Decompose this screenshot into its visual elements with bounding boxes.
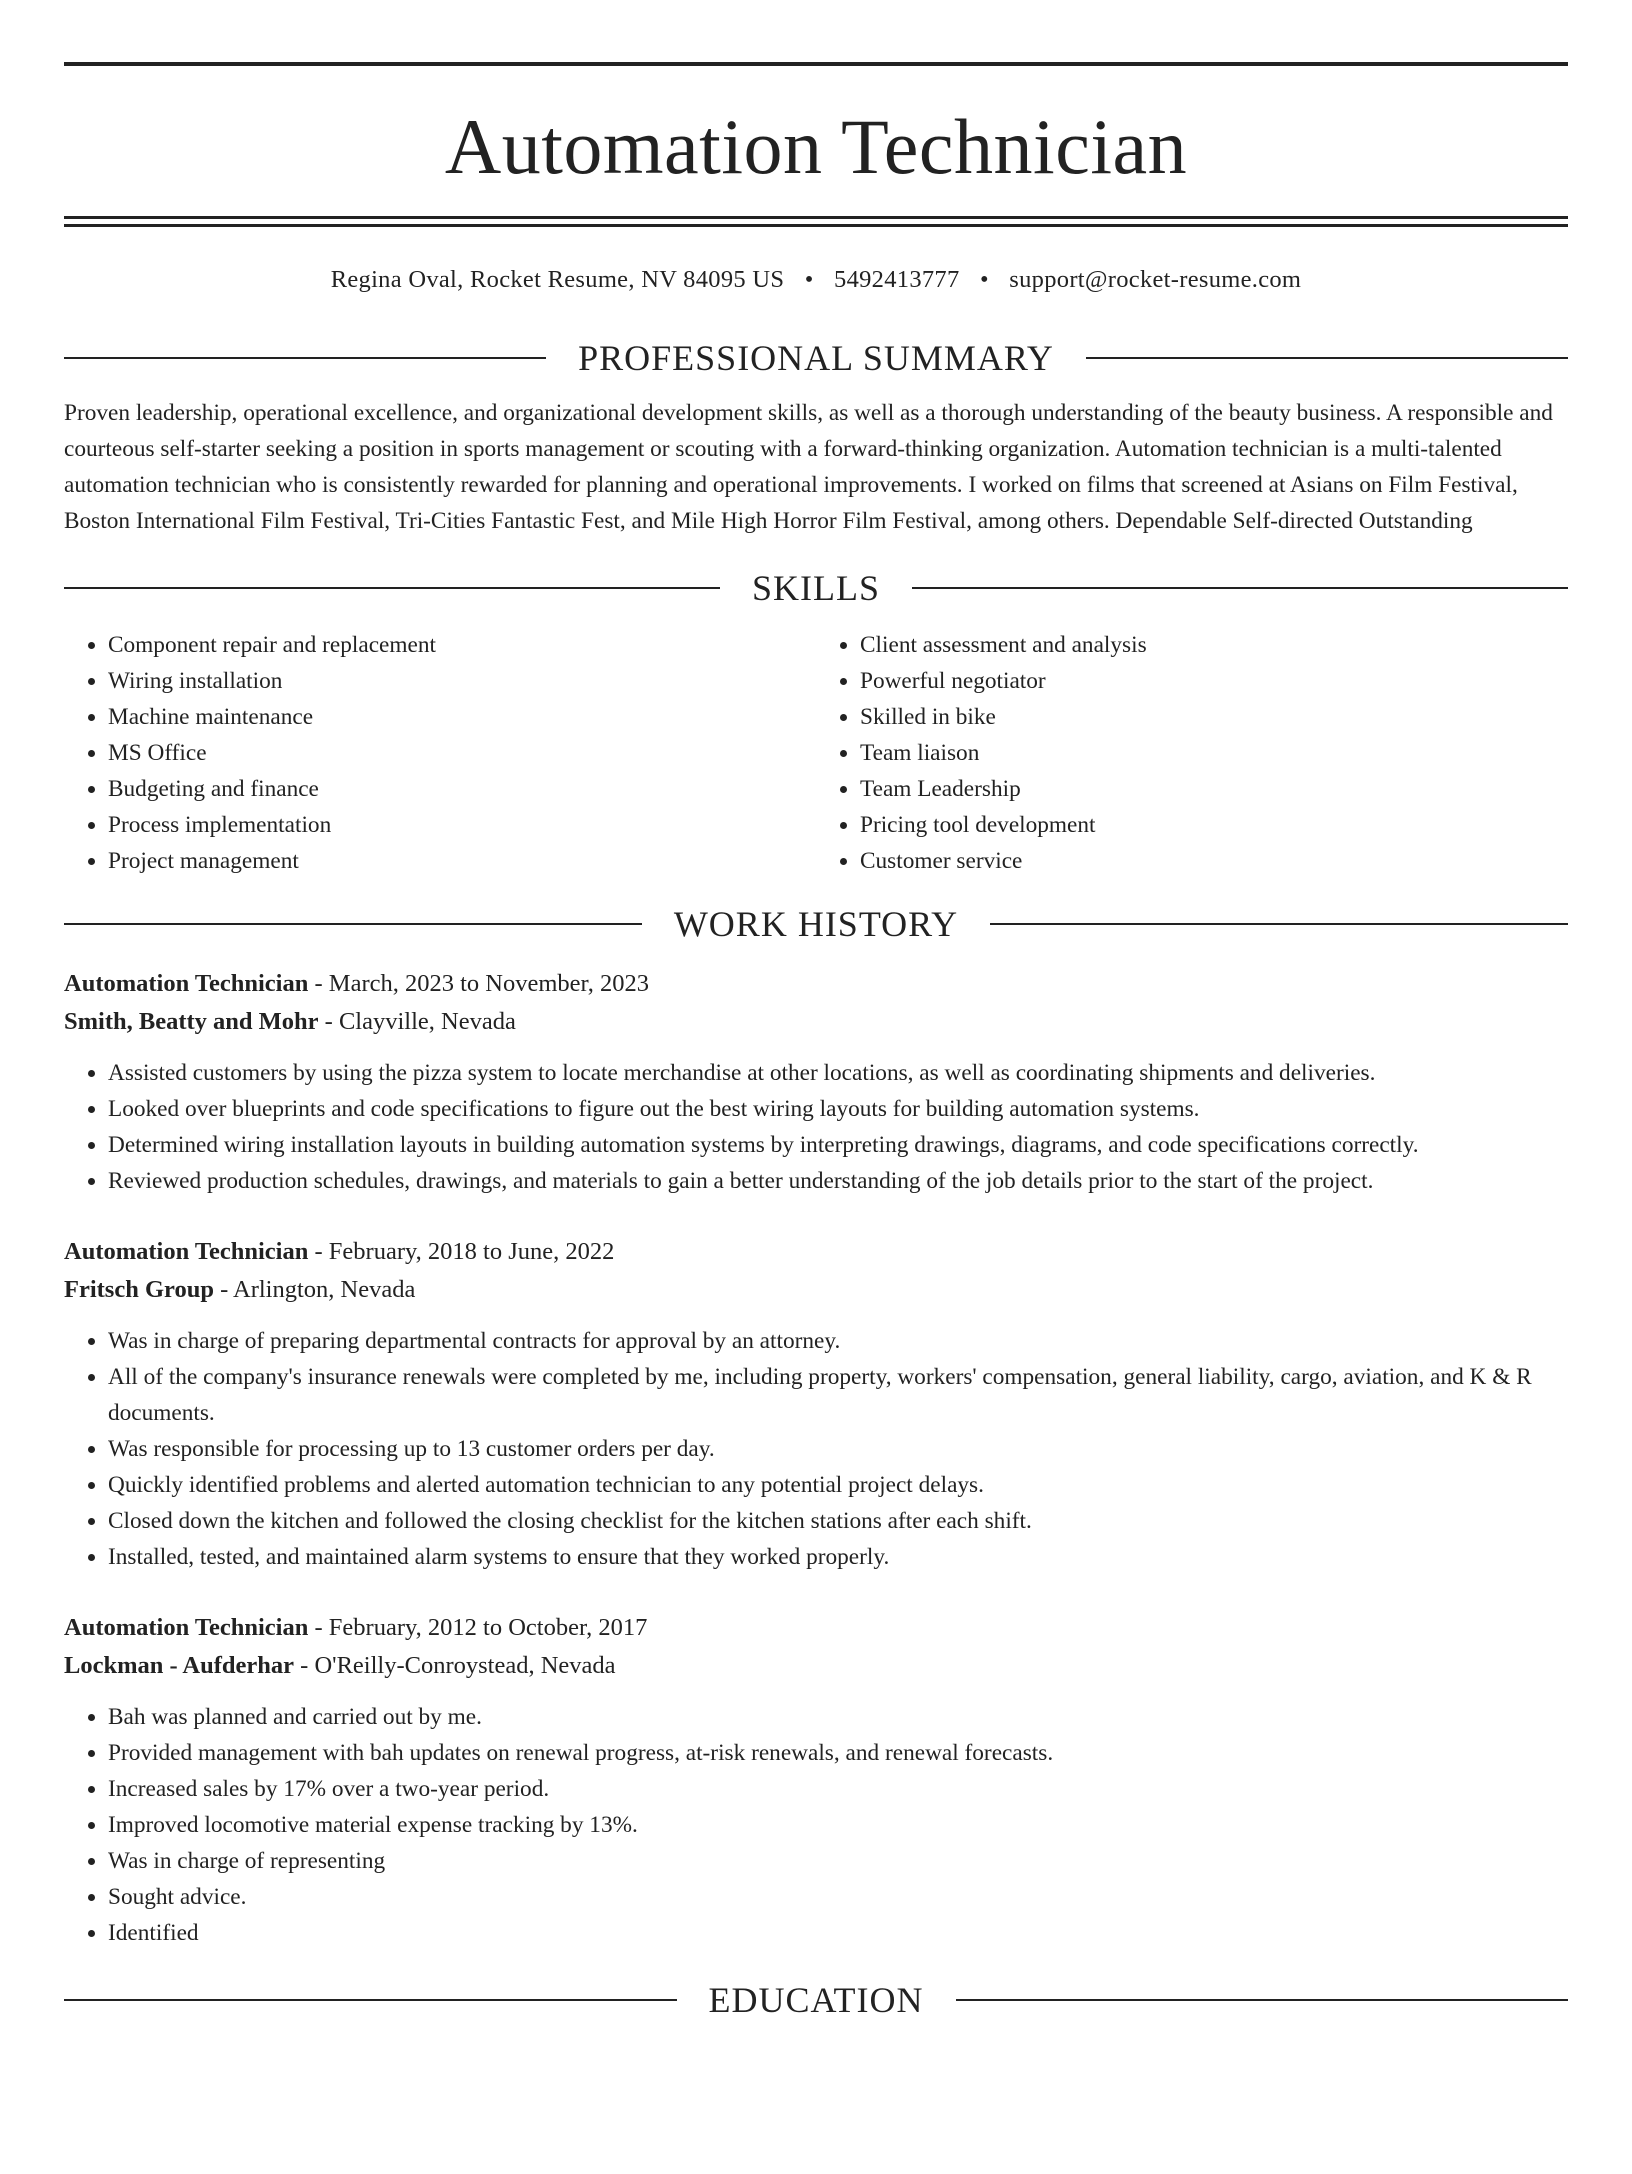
resume-page <box>0 62 1632 2174</box>
job-entry <box>64 1609 1568 1951</box>
job-location: - Arlington, Nevada <box>213 1276 416 1303</box>
skill-item: • Project management <box>108 843 816 879</box>
skill-item: • Budgeting and finance <box>108 771 816 807</box>
education-heading <box>64 1977 1568 2023</box>
summary-text: Proven leadership, operational excellence, and organizational development skills, as well as a thorough understanding of the beauty business. A responsible and courteous self-starter seeking a position in sports management or scouting with a forward-thinking organization. Automation technician is a multi-talented automation technician who is consistently rewarded for planning and operational improvements. I worked on films that screened at Asians on Film Festival, Boston International Film Festival, Tri-Cities Fantastic Fest, and Mile High Horror Film Festival, among others. Dependable Self-directed Outstanding <box>64 400 1553 534</box>
contact-line <box>64 263 1568 297</box>
job-title-line <box>64 1233 1568 1271</box>
skill-item: • Team Leadership <box>860 771 1568 807</box>
skill-item: • Wiring installation <box>108 663 816 699</box>
heading-rule-right <box>990 923 1568 925</box>
job-bullet: • Bah was planned and carried out by me. <box>108 1699 1568 1735</box>
job-location: - O'Reilly-Conroystead, Nevada <box>294 1652 616 1679</box>
job-bullet: • Improved locomotive material expense tracking by 13%. <box>108 1807 1568 1843</box>
contact-address: Regina Oval, Rocket Resume, NV 84095 US <box>330 266 785 293</box>
contact-separator: • <box>979 266 989 293</box>
job-bullet: • Was in charge of representing <box>108 1843 1568 1879</box>
job-bullet: • Determined wiring installation layouts in building automation systems by interpreting drawings, diagrams, and code specifications correctly. <box>108 1127 1568 1163</box>
skill-item: • MS Office <box>108 735 816 771</box>
skill-item: • Team liaison <box>860 735 1568 771</box>
top-rule <box>64 62 1568 66</box>
job-bullet: • Assisted customers by using the pizza system to locate merchandise at other locations, as well as coordinating shipments and deliveries. <box>108 1055 1568 1091</box>
job-dates: - March, 2023 to November, 2023 <box>308 970 649 997</box>
heading-rule-right <box>1086 357 1568 359</box>
job-bullets <box>64 1055 1568 1199</box>
skills-heading <box>64 565 1568 611</box>
skills-column-left <box>64 627 816 879</box>
job-company-line <box>64 1647 1568 1685</box>
job-company: Smith, Beatty and Mohr <box>64 1008 319 1035</box>
job-bullets <box>64 1323 1568 1575</box>
heading-rule-left <box>64 1999 677 2001</box>
heading-rule-right <box>912 587 1568 589</box>
skill-item: • Pricing tool development <box>860 807 1568 843</box>
heading-rule-left <box>64 357 546 359</box>
job-bullet: • Was in charge of preparing departmental contracts for approval by an attorney. <box>108 1323 1568 1359</box>
job-title: Automation Technician <box>64 1614 309 1641</box>
job-bullet: • Installed, tested, and maintained alarm systems to ensure that they worked properly. <box>108 1539 1568 1575</box>
skill-item: • Customer service <box>860 843 1568 879</box>
skill-item: • Client assessment and analysis <box>860 627 1568 663</box>
contact-separator: • <box>804 266 814 293</box>
job-dates: - February, 2012 to October, 2017 <box>308 1614 648 1641</box>
section-title: PROFESSIONAL SUMMARY <box>578 338 1054 378</box>
heading-rule-left <box>64 923 642 925</box>
job-title: Automation Technician <box>64 970 309 997</box>
job-entry <box>64 965 1568 1199</box>
skill-item: • Component repair and replacement <box>108 627 816 663</box>
resume-name: Automation Technician <box>444 103 1188 190</box>
contact-phone: 5492413777 <box>834 266 960 293</box>
summary-heading <box>64 335 1568 381</box>
job-location: - Clayville, Nevada <box>318 1008 516 1035</box>
job-bullet: • Quickly identified problems and alerted automation technician to any potential project delays. <box>108 1467 1568 1503</box>
skills-list <box>64 627 1568 879</box>
double-rule <box>64 216 1568 227</box>
job-bullet: • All of the company's insurance renewals were completed by me, including property, workers' compensation, general liability, cargo, aviation, and K & R documents. <box>108 1359 1568 1431</box>
section-title: SKILLS <box>752 568 881 608</box>
skill-item: • Machine maintenance <box>108 699 816 735</box>
job-bullet: • Reviewed production schedules, drawings, and materials to gain a better understanding of the job details prior to the start of the project. <box>108 1163 1568 1199</box>
job-entry <box>64 1233 1568 1575</box>
job-company-line <box>64 1003 1568 1041</box>
section-title: WORK HISTORY <box>673 904 959 944</box>
job-bullet: • Was responsible for processing up to 13 customer orders per day. <box>108 1431 1568 1467</box>
skill-item: • Powerful negotiator <box>860 663 1568 699</box>
skill-item: • Process implementation <box>108 807 816 843</box>
job-company-line <box>64 1271 1568 1309</box>
job-bullet: • Provided management with bah updates on renewal progress, at-risk renewals, and renewal forecasts. <box>108 1735 1568 1771</box>
job-bullets <box>64 1699 1568 1951</box>
heading-rule-left <box>64 587 720 589</box>
job-title-line <box>64 965 1568 1003</box>
section-title: EDUCATION <box>708 1980 924 2020</box>
job-company: Lockman - Aufderhar <box>64 1652 295 1679</box>
skills-column-right <box>816 627 1568 879</box>
job-bullet: • Increased sales by 17% over a two-year period. <box>108 1771 1568 1807</box>
contact-email: support@rocket-resume.com <box>1009 266 1302 293</box>
heading-rule-right <box>956 1999 1569 2001</box>
job-title-line <box>64 1609 1568 1647</box>
job-bullet: • Identified <box>108 1915 1568 1951</box>
job-dates: - February, 2018 to June, 2022 <box>308 1238 615 1265</box>
skill-item: • Skilled in bike <box>860 699 1568 735</box>
job-bullet: • Looked over blueprints and code specifications to figure out the best wiring layouts for building automation systems. <box>108 1091 1568 1127</box>
job-bullet: • Sought advice. <box>108 1879 1568 1915</box>
job-bullet: • Closed down the kitchen and followed the closing checklist for the kitchen stations after each shift. <box>108 1503 1568 1539</box>
job-company: Fritsch Group <box>64 1276 214 1303</box>
job-title: Automation Technician <box>64 1238 309 1265</box>
work-history-heading <box>64 901 1568 947</box>
